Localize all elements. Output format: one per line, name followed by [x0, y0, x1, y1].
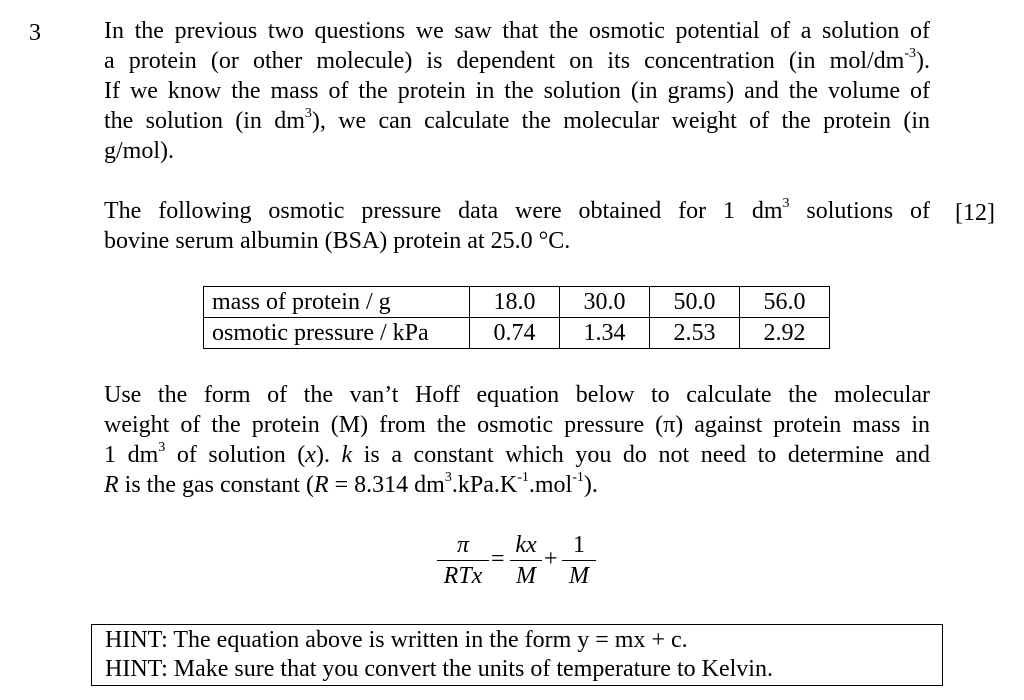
- instruction-line-4: R is the gas constant (R = 8.314 $dm^3.kPa.K^{-1}.mol^{-1}$).: [104, 470, 598, 498]
- intro-line-5: g/mol).: [104, 138, 174, 164]
- term2-fraction: 1 M: [562, 530, 596, 591]
- intro-paragraph: [104, 16, 930, 166]
- instruction-line-3: 1 $dm^3$ of solution (x). k is a constant which you do not need to determine and: [104, 440, 931, 468]
- data-intro-paragraph: [104, 196, 930, 256]
- table-cell: 50.0: [650, 287, 740, 318]
- intro-line-4: the solution (in $dm^3$), we can calculate the molecular weight of the protein (in: [104, 106, 931, 134]
- plus-sign: +: [544, 546, 558, 572]
- instruction-line-2: weight of the protein (M) from the osmotic pressure (π) against protein mass in: [104, 412, 930, 438]
- instruction-paragraph: [104, 380, 930, 500]
- table-row: [204, 318, 830, 349]
- instruction-line-1: Use the form of the van’t Hoff equation below to calculate the molecular: [104, 382, 930, 408]
- lhs-fraction: π RTx: [437, 530, 489, 591]
- table-cell: 0.74: [470, 318, 560, 349]
- row-label-pressure: osmotic pressure / kPa: [204, 318, 470, 349]
- intro-line-1: In the previous two questions we saw that the osmotic potential of a solution of: [104, 18, 930, 44]
- table-cell: 2.92: [740, 318, 830, 349]
- osmotic-data-table: [203, 286, 830, 349]
- equals-sign: =: [491, 546, 505, 572]
- hint-line-2: HINT: Make sure that you convert the units of temperature to Kelvin.: [105, 656, 773, 682]
- intro-line-2: a protein (or other molecule) is dependent on its concentration (in mol/$dm^{-3}$).: [104, 46, 930, 74]
- data-intro-line-1: The following osmotic pressure data were obtained for 1 $dm^3$ solutions of: [104, 196, 930, 224]
- table-cell: 18.0: [470, 287, 560, 318]
- row-label-mass: mass of protein / g: [204, 287, 470, 318]
- hint-box: [91, 624, 943, 686]
- table-cell: 56.0: [740, 287, 830, 318]
- vant-hoff-equation: [437, 530, 607, 594]
- table-cell: 30.0: [560, 287, 650, 318]
- term1-fraction: kx M: [510, 530, 542, 591]
- intro-line-3: If we know the mass of the protein in the solution (in grams) and the volume of: [104, 78, 930, 104]
- marks-label: [12]: [955, 200, 995, 226]
- question-number: 3: [29, 20, 41, 46]
- hint-line-1: HINT: The equation above is written in the form y = mx + c.: [105, 627, 688, 653]
- table-cell: 1.34: [560, 318, 650, 349]
- data-intro-line-2: bovine serum albumin (BSA) protein at 25.0 °C.: [104, 228, 571, 254]
- table-row: [204, 287, 830, 318]
- table-cell: 2.53: [650, 318, 740, 349]
